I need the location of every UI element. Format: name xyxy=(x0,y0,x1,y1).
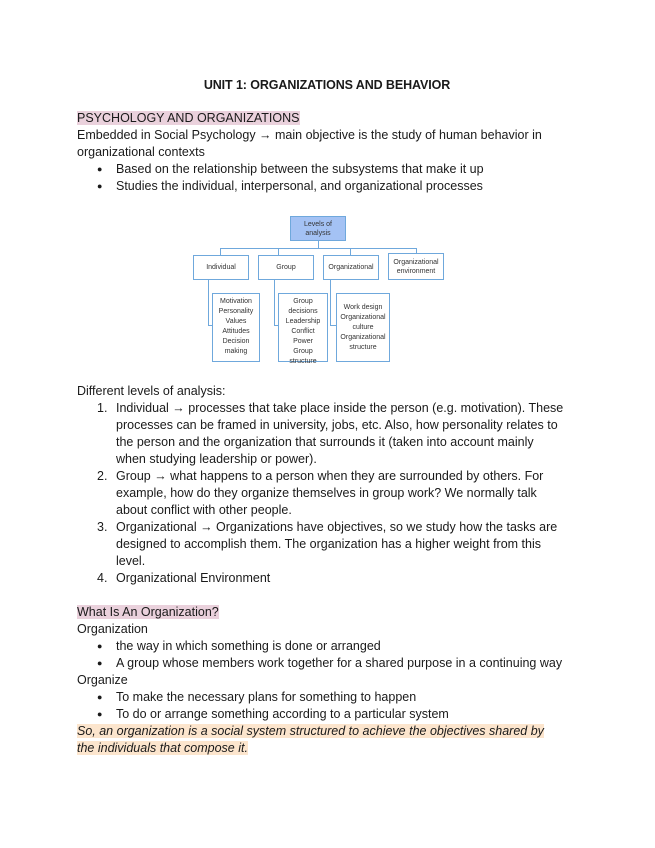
intro-line-2: organizational contexts xyxy=(77,145,205,159)
conclusion-line-1: So, an organization is a social system structured to achieve the objectives shared by xyxy=(77,724,544,738)
term-organize: Organize xyxy=(77,673,128,687)
list-item: ● Based on the relationship between the subsystems that make it up xyxy=(97,162,484,176)
list-item: 1. Individual → processes that take place inside the person (e.g. motivation). These processes can be framed in university, jobs, etc. Also, how personality relates to the person and the organization that surrounds it (taken into account mainly when studying leadership or power). xyxy=(97,401,564,466)
diagram-organizational-items: Work design Organizational culture Organizational structure xyxy=(336,293,390,362)
list-item: ● the way in which something is done or arranged xyxy=(97,639,381,653)
list-item: ● A group whose members work together for a shared purpose in a continuing way xyxy=(97,656,563,670)
section-heading-what-is-organization: What Is An Organization? xyxy=(77,605,219,619)
levels-of-analysis-diagram xyxy=(190,213,446,365)
conclusion-line-2: the individuals that compose it. xyxy=(77,741,248,755)
section-heading-psychology: PSYCHOLOGY AND ORGANIZATIONS xyxy=(77,111,300,125)
list-item: ● To do or arrange something according to a particular system xyxy=(97,707,449,721)
list-item: 2. Group → what happens to a person when they are surrounded by others. For example, how do they organize themselves in group work? We normally talk about conflict with other people. xyxy=(97,469,544,517)
diagram-group-items: Group decisions Leadership Conflict Power Group structure xyxy=(278,293,328,362)
term-organization: Organization xyxy=(77,622,148,636)
diagram-top-box: Levels of analysis xyxy=(290,216,346,241)
list-item: ● To make the necessary plans for something to happen xyxy=(97,690,417,704)
list-item: 4. Organizational Environment xyxy=(97,571,271,585)
diagram-level-organizational: Organizational xyxy=(323,255,379,280)
levels-intro: Different levels of analysis: xyxy=(77,384,226,398)
diagram-individual-items: Motivation Personality Values Attitudes Decision making xyxy=(212,293,260,362)
diagram-level-environment: Organizational environment xyxy=(388,253,444,280)
diagram-level-group: Group xyxy=(258,255,314,280)
intro-line-1: Embedded in Social Psychology → main objective is the study of human behavior in xyxy=(77,128,542,142)
list-item: 3. Organizational → Organizations have objectives, so we study how the tasks are designed to accomplish them. The organization has a higher weight from this level. xyxy=(97,520,558,568)
list-item: ● Studies the individual, interpersonal, and organizational processes xyxy=(97,179,483,193)
page-title: UNIT 1: ORGANIZATIONS AND BEHAVIOR xyxy=(203,78,451,92)
diagram-level-individual: Individual xyxy=(193,255,249,280)
